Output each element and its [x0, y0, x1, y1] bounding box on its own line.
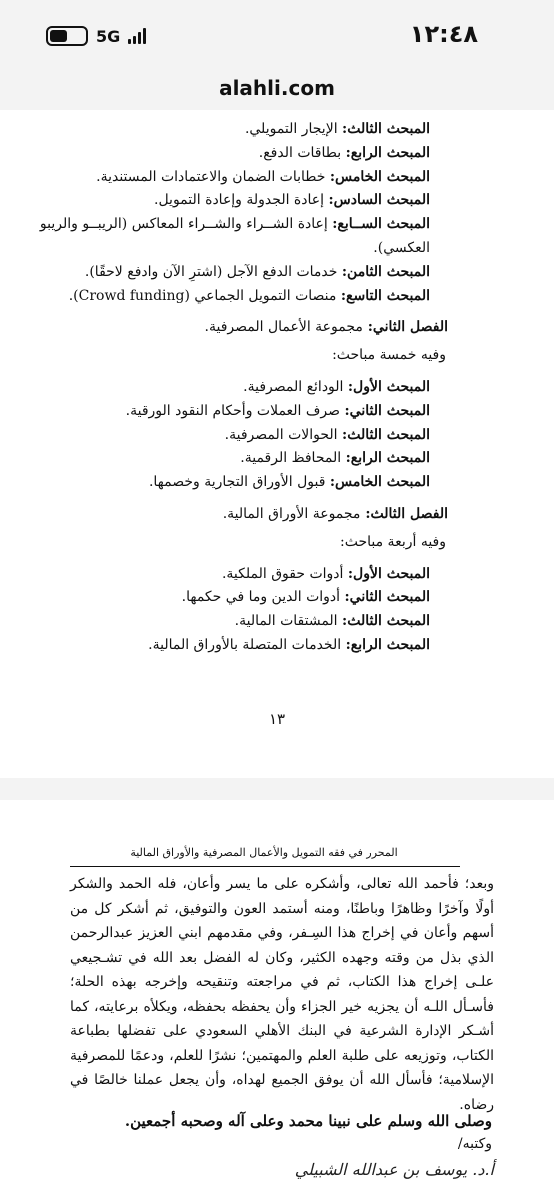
section-heading: المبحث الثاني:: [344, 402, 430, 419]
acknowledgement-paragraph: وبعد؛ فأحمد الله تعالى، وأشكره على ما يسر وأعان، فله الحمد والشكر أولًا وآخرًا وظاهرًا وباطنًا، ومنه أستمد العون والتوفيق، ثم أشكر كل من أسهم وأعان في إخراج هذا السِـفر، وفي مقدمهم ابني العزيز عبدالرحمن الذي بذل من وقته وجهده الكثير، وكان له الفضل بعد الله في تشـجيعي علـى إخراج هذا الكتاب، ثم في مراجعته وتنقيحه وإخرجه بهذه الحلة؛ فأسـأل اللـه أن يجزيه خير الجزاء وأن يحفظه بحفظه، ويكلأه برعايته، كما أشـكر الإدارة الشرعية في البنك الأهلي السعودي على تفضلها بطباعة الكتاب، وتوزيعه على طلبة العلم والمهتمين؛ نشرًا للعلم، ودعمًا للمصرفية الإسلامية؛ فأسأل الله أن يوفق الجميع لهداه، وأن يجعل عملنا خالصًا في رضاه.: [70, 876, 494, 1113]
sections-list-a: [30, 118, 430, 308]
section-heading: المبحث الرابع:: [345, 450, 430, 467]
section-heading: المبحث الأول:: [347, 565, 430, 582]
section-title: الحوالات المصرفية.: [224, 426, 338, 443]
chapter-2-heading: الفصل الثاني: مجموعة الأعمال المصرفية.: [204, 319, 448, 336]
document-page-14: [0, 800, 554, 1200]
status-time: ١٢:٤٨: [409, 20, 478, 48]
closing-prayer: وصلى الله وسلم على نبينا محمد وعلى آله وصحبه أجمعين.: [124, 1112, 492, 1130]
running-header: المحرر في فقه التمويل والأعمال المصرفية والأوراق المالية: [130, 846, 398, 859]
section-heading: المبحث الثالث:: [342, 426, 430, 443]
section-title: أدوات الدين وما في حكمها.: [181, 589, 341, 606]
section-heading: المبحث الثالث:: [342, 121, 430, 137]
author-signature: أ.د. يوسف بن عبدالله الشبيلي: [294, 1160, 494, 1179]
toc-section-entry: [30, 166, 430, 190]
section-heading: المبحث الخامس:: [329, 474, 430, 491]
section-heading: المبحث السادس:: [328, 192, 430, 209]
toc-section-entry: [30, 563, 430, 587]
table-of-contents: [30, 118, 448, 658]
section-title: إعادة الشــراء والشــراء المعاكس (الريبــو والريبو العكسي).: [39, 216, 430, 256]
battery-icon: [46, 26, 88, 46]
toc-section-entry: [30, 261, 430, 285]
section-heading: المبحث الأول:: [347, 378, 430, 395]
toc-section-entry: [30, 189, 430, 213]
section-heading: المبحث الثالث:: [342, 613, 430, 630]
sections-list-c: [30, 563, 430, 658]
section-heading: المبحث الرابع:: [345, 144, 430, 161]
section-title: أدوات حقوق الملكية.: [221, 565, 344, 582]
section-title: المشتقات المالية.: [234, 613, 338, 630]
section-title: الإيجار التمويلي.: [244, 121, 338, 137]
chapter-3-intro: وفيه أربعة مباحث:: [340, 533, 446, 550]
toc-section-entry: [30, 447, 430, 471]
header-divider: [70, 866, 460, 867]
chapter-2-intro: وفيه خمسة مباحث:: [332, 347, 446, 364]
sections-list-b: [30, 376, 430, 495]
section-title: الودائع المصرفية.: [243, 378, 344, 395]
address-bar[interactable]: alahli.com: [219, 76, 335, 100]
chapter-3-heading: الفصل الثالث: مجموعة الأوراق المالية.: [222, 505, 448, 522]
section-title: خطابات الضمان والاعتمادات المستندية.: [96, 168, 326, 185]
toc-section-entry: [30, 118, 430, 142]
signal-icon: [128, 28, 146, 44]
toc-section-entry: [30, 213, 430, 261]
status-bar: [0, 0, 554, 66]
section-title: خدمات الدفع الآجل (اشترِ الآن وادفع لاحقًا).: [84, 263, 338, 280]
network-type: 5G: [96, 26, 121, 46]
section-heading: المبحث الخامس:: [329, 168, 430, 185]
toc-section-entry: [30, 610, 430, 634]
status-indicators: [46, 26, 146, 46]
toc-section-entry: [30, 285, 430, 309]
toc-section-entry: [30, 376, 430, 400]
section-title: إعادة الجدولة وإعادة التمويل.: [154, 192, 324, 209]
toc-section-entry: [30, 471, 430, 495]
section-title: الخدمات المتصلة بالأوراق المالية.: [148, 636, 342, 653]
section-title: المحافظ الرقمية.: [240, 450, 342, 467]
section-heading: المبحث الثاني:: [344, 589, 430, 606]
section-heading: المبحث الرابع:: [345, 636, 430, 653]
toc-section-entry: [30, 142, 430, 166]
battery-level-fill: [50, 30, 67, 42]
toc-section-entry: [30, 424, 430, 448]
toc-section-entry: [30, 586, 430, 610]
toc-section-entry: [30, 634, 430, 658]
section-title: صرف العملات وأحكام النقود الورقية.: [125, 402, 341, 419]
signature-label: وكتبه/: [457, 1136, 492, 1152]
toc-section-entry: [30, 400, 430, 424]
document-page-13: [0, 110, 554, 778]
section-title: قبول الأوراق التجارية وخصمها.: [148, 474, 326, 491]
section-title: بطاقات الدفع.: [258, 144, 342, 161]
section-title: منصات التمويل الجماعي (Crowd funding).: [68, 287, 337, 304]
section-heading: المبحث الثامن:: [341, 263, 430, 280]
page-number: ١٣: [268, 710, 286, 728]
section-heading: المبحث التاسع:: [340, 287, 430, 304]
section-heading: المبحث الســابع:: [332, 216, 430, 233]
